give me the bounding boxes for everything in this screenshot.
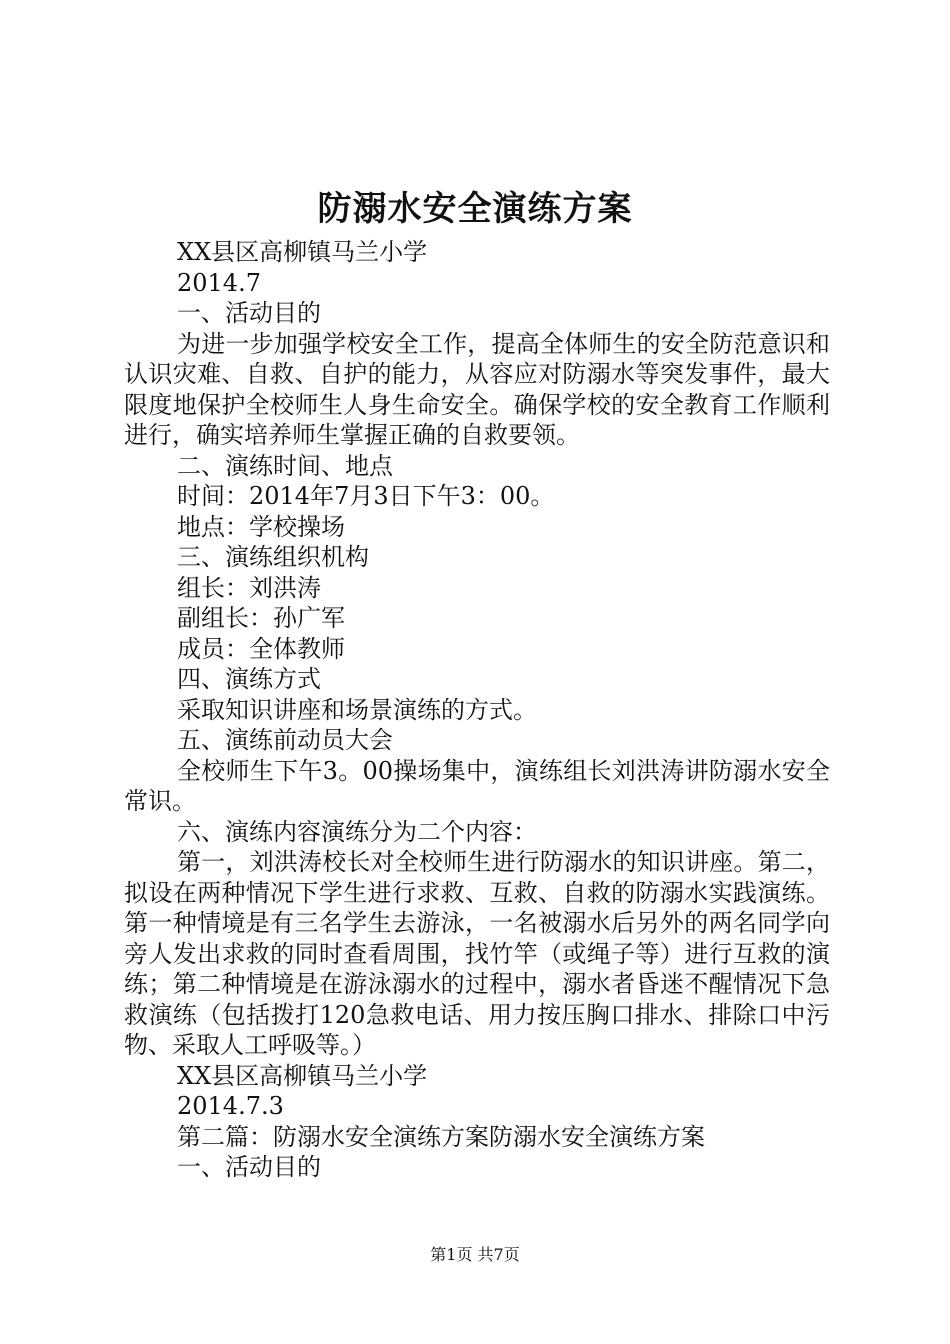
section-3-leader: 组长：刘洪涛 <box>177 573 321 602</box>
section-1-heading: 一、活动目的 <box>177 299 321 327</box>
document-title: 防溺水安全演练方案 <box>317 189 633 229</box>
section-3-heading: 三、演练组织机构 <box>177 543 369 571</box>
section-2-heading: 二、演练时间、地点 <box>177 451 393 480</box>
signature-org: XX县区高柳镇马兰小学 <box>177 1061 428 1090</box>
section-4-heading: 四、演练方式 <box>177 665 321 693</box>
section-3-deputy: 副组长：孙广军 <box>177 604 345 632</box>
section-6-paragraph: 第一，刘洪涛校长对全校师生进行防溺水的知识讲座。第二，拟设在两种情况下学生进行求救、互救、自救的防溺水实践演练。第一种情境是有三名学生去游泳，一名被溺水后另外的两名同学向旁人发出求救的同时查看周围，找竹竿（或绳子等）进行互救的演练；第二种情境是在游泳溺水的过程中，溺水者昏迷不醒情况下急救演练（包括拨打120急救电话、用力按压胸口排水、排除口中污物、采取人工呼吸等。） <box>124 848 830 1059</box>
part-2-heading: 第二篇：防溺水安全演练方案防溺水安全演练方案 <box>177 1122 705 1151</box>
section-2-place: 地点：学校操场 <box>177 512 345 541</box>
date-line: 2014.7 <box>177 268 261 297</box>
section-2-time: 时间：2014年7月3日下午3：00。 <box>177 482 555 510</box>
section-5-paragraph: 全校师生下午3。00操场集中，演练组长刘洪涛讲防溺水安全常识。 <box>124 756 830 815</box>
section-6-heading: 六、演练内容演练分为二个内容： <box>177 817 537 846</box>
section-3-members: 成员：全体教师 <box>177 634 345 663</box>
part-2-section-1-heading: 一、活动目的 <box>177 1153 321 1181</box>
page-footer: 第1页 共7页 <box>430 1245 520 1264</box>
section-1-paragraph: 为进一步加强学校安全工作，提高全体师生的安全防范意识和认识灾难、自救、自护的能力，从容应对防溺水等突发事件，最大限度地保护全校师生人身生命安全。确保学校的安全教育工作顺利进行，确实培养师生掌握正确的自救要领。 <box>124 329 830 449</box>
signature-date: 2014.7.3 <box>177 1092 284 1120</box>
section-5-heading: 五、演练前动员大会 <box>177 726 393 754</box>
document-body <box>124 237 830 1183</box>
section-4-text: 采取知识讲座和场景演练的方式。 <box>177 695 537 724</box>
org-line: XX县区高柳镇马兰小学 <box>177 238 428 266</box>
